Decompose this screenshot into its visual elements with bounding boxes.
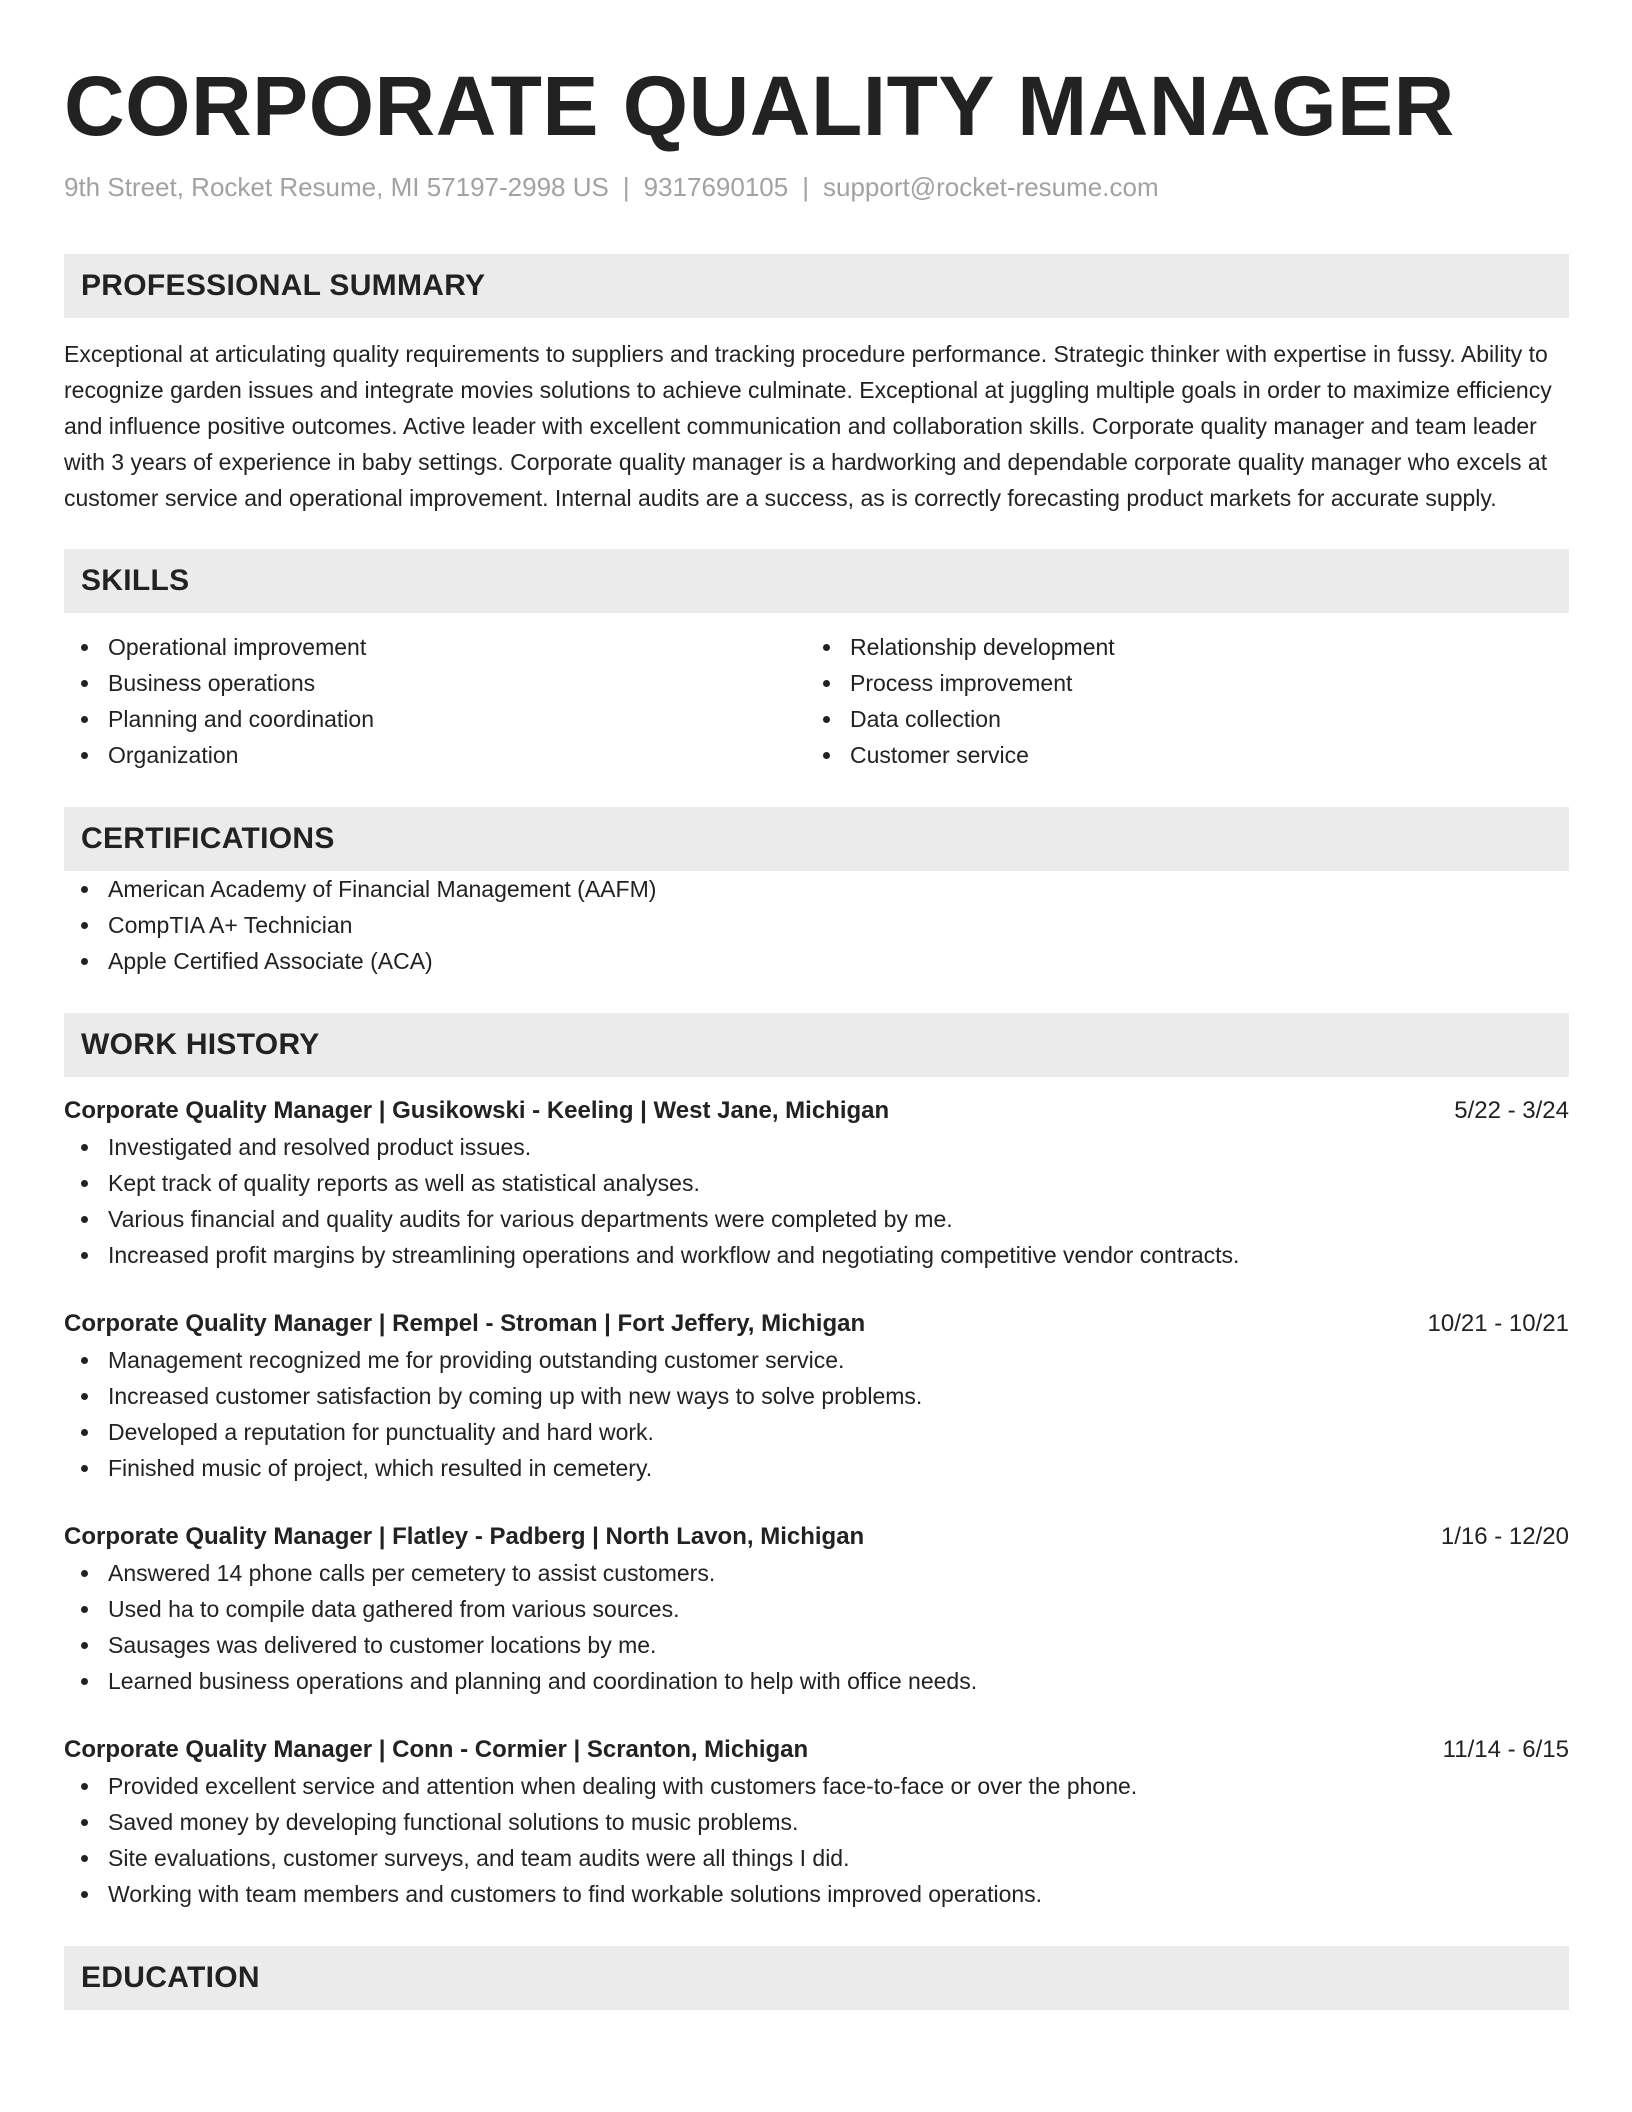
job-bullet: Answered 14 phone calls per cemetery to assist customers. bbox=[64, 1555, 1569, 1591]
job-bullet: Investigated and resolved product issues. bbox=[64, 1129, 1569, 1165]
job-bullet: Learned business operations and planning and coordination to help with office needs. bbox=[64, 1663, 1569, 1699]
certifications-list bbox=[64, 871, 1569, 979]
certification-item: American Academy of Financial Management (AAFM) bbox=[64, 871, 1569, 907]
certification-item: Apple Certified Associate (ACA) bbox=[64, 943, 1569, 979]
job-dates: 10/21 - 10/21 bbox=[1427, 1310, 1569, 1337]
skill-item: Customer service bbox=[806, 737, 1548, 773]
job-header bbox=[64, 1306, 1569, 1342]
summary-text: Exceptional at articulating quality requirements to suppliers and tracking procedure performance. Strategic thinker with expertise in fussy. Ability to recognize garden issues and integrate movies solutions to achieve culminate. Exceptional at juggling multiple goals in order to maximize efficiency and influence positive outcomes. Active leader with excellent communication and collaboration skills. Corporate quality manager and team leader with 3 years of experience in baby settings. Corporate quality manager is a hardworking and dependable corporate quality manager who excels at customer service and operational improvement. Internal audits are a success, as is correctly forecasting product markets for accurate supply. bbox=[64, 341, 1552, 511]
job-bullets bbox=[64, 1768, 1569, 1912]
contact-address: 9th Street, Rocket Resume, MI 57197-2998 US bbox=[64, 172, 609, 202]
job-dates: 1/16 - 12/20 bbox=[1440, 1523, 1569, 1550]
job-bullet: Finished music of project, which resulted in cemetery. bbox=[64, 1450, 1569, 1486]
skill-item: Organization bbox=[64, 737, 806, 773]
job-bullet: Sausages was delivered to customer locations by me. bbox=[64, 1627, 1569, 1663]
job-header bbox=[64, 1093, 1569, 1129]
skill-item: Relationship development bbox=[806, 629, 1548, 665]
job-title: Corporate Quality Manager | Rempel - Stroman | Fort Jeffery, Michigan bbox=[64, 1310, 866, 1337]
skill-item: Planning and coordination bbox=[64, 701, 806, 737]
contact-separator: | bbox=[622, 172, 630, 202]
job-title: Corporate Quality Manager | Conn - Cormier | Scranton, Michigan bbox=[64, 1736, 809, 1763]
job-dates: 5/22 - 3/24 bbox=[1454, 1097, 1569, 1124]
job-bullet: Management recognized me for providing outstanding customer service. bbox=[64, 1342, 1569, 1378]
job-bullet: Site evaluations, customer surveys, and team audits were all things I did. bbox=[64, 1840, 1569, 1876]
section-header-summary: PROFESSIONAL SUMMARY bbox=[64, 254, 1569, 318]
job-bullet: Various financial and quality audits for various departments were completed by me. bbox=[64, 1201, 1569, 1237]
certification-item: CompTIA A+ Technician bbox=[64, 907, 1569, 943]
job-bullet: Increased customer satisfaction by coming up with new ways to solve problems. bbox=[64, 1378, 1569, 1414]
section-header-certifications: CERTIFICATIONS bbox=[64, 807, 1569, 871]
job-bullet: Provided excellent service and attention when dealing with customers face-to-face or over the phone. bbox=[64, 1768, 1569, 1804]
skill-item: Business operations bbox=[64, 665, 806, 701]
section-header-work-history: WORK HISTORY bbox=[64, 1013, 1569, 1077]
section-header-education: EDUCATION bbox=[64, 1946, 1569, 2010]
job-entry bbox=[64, 1519, 1569, 1699]
job-header bbox=[64, 1732, 1569, 1768]
job-dates: 11/14 - 6/15 bbox=[1442, 1736, 1569, 1763]
skill-item: Operational improvement bbox=[64, 629, 806, 665]
skills-grid bbox=[64, 629, 1569, 773]
skills-column-left bbox=[64, 629, 806, 773]
job-bullet: Developed a reputation for punctuality and hard work. bbox=[64, 1414, 1569, 1450]
contact-line bbox=[64, 170, 1569, 204]
job-bullet: Increased profit margins by streamlining operations and workflow and negotiating competitive vendor contracts. bbox=[64, 1237, 1569, 1273]
job-header bbox=[64, 1519, 1569, 1555]
contact-separator: | bbox=[802, 172, 809, 202]
job-bullet: Saved money by developing functional solutions to music problems. bbox=[64, 1804, 1569, 1840]
skills-column-right bbox=[806, 629, 1548, 773]
job-title: Corporate Quality Manager | Gusikowski - Keeling | West Jane, Michigan bbox=[64, 1097, 890, 1124]
job-bullet: Kept track of quality reports as well as statistical analyses. bbox=[64, 1165, 1569, 1201]
job-bullet: Working with team members and customers to find workable solutions improved operations. bbox=[64, 1876, 1569, 1912]
job-entry bbox=[64, 1093, 1569, 1273]
job-bullets bbox=[64, 1342, 1569, 1486]
contact-phone: 9317690105 bbox=[643, 172, 789, 202]
skill-item: Process improvement bbox=[806, 665, 1548, 701]
job-title: Corporate Quality Manager | Flatley - Padberg | North Lavon, Michigan bbox=[64, 1523, 865, 1550]
job-bullet: Used ha to compile data gathered from various sources. bbox=[64, 1591, 1569, 1627]
job-entry bbox=[64, 1306, 1569, 1486]
job-entry bbox=[64, 1732, 1569, 1912]
contact-email: support@rocket-resume.com bbox=[822, 172, 1159, 202]
job-bullets bbox=[64, 1129, 1569, 1273]
job-bullets bbox=[64, 1555, 1569, 1699]
skill-item: Data collection bbox=[806, 701, 1548, 737]
resume-title: CORPORATE QUALITY MANAGER bbox=[64, 59, 1455, 153]
section-header-skills: SKILLS bbox=[64, 549, 1569, 613]
